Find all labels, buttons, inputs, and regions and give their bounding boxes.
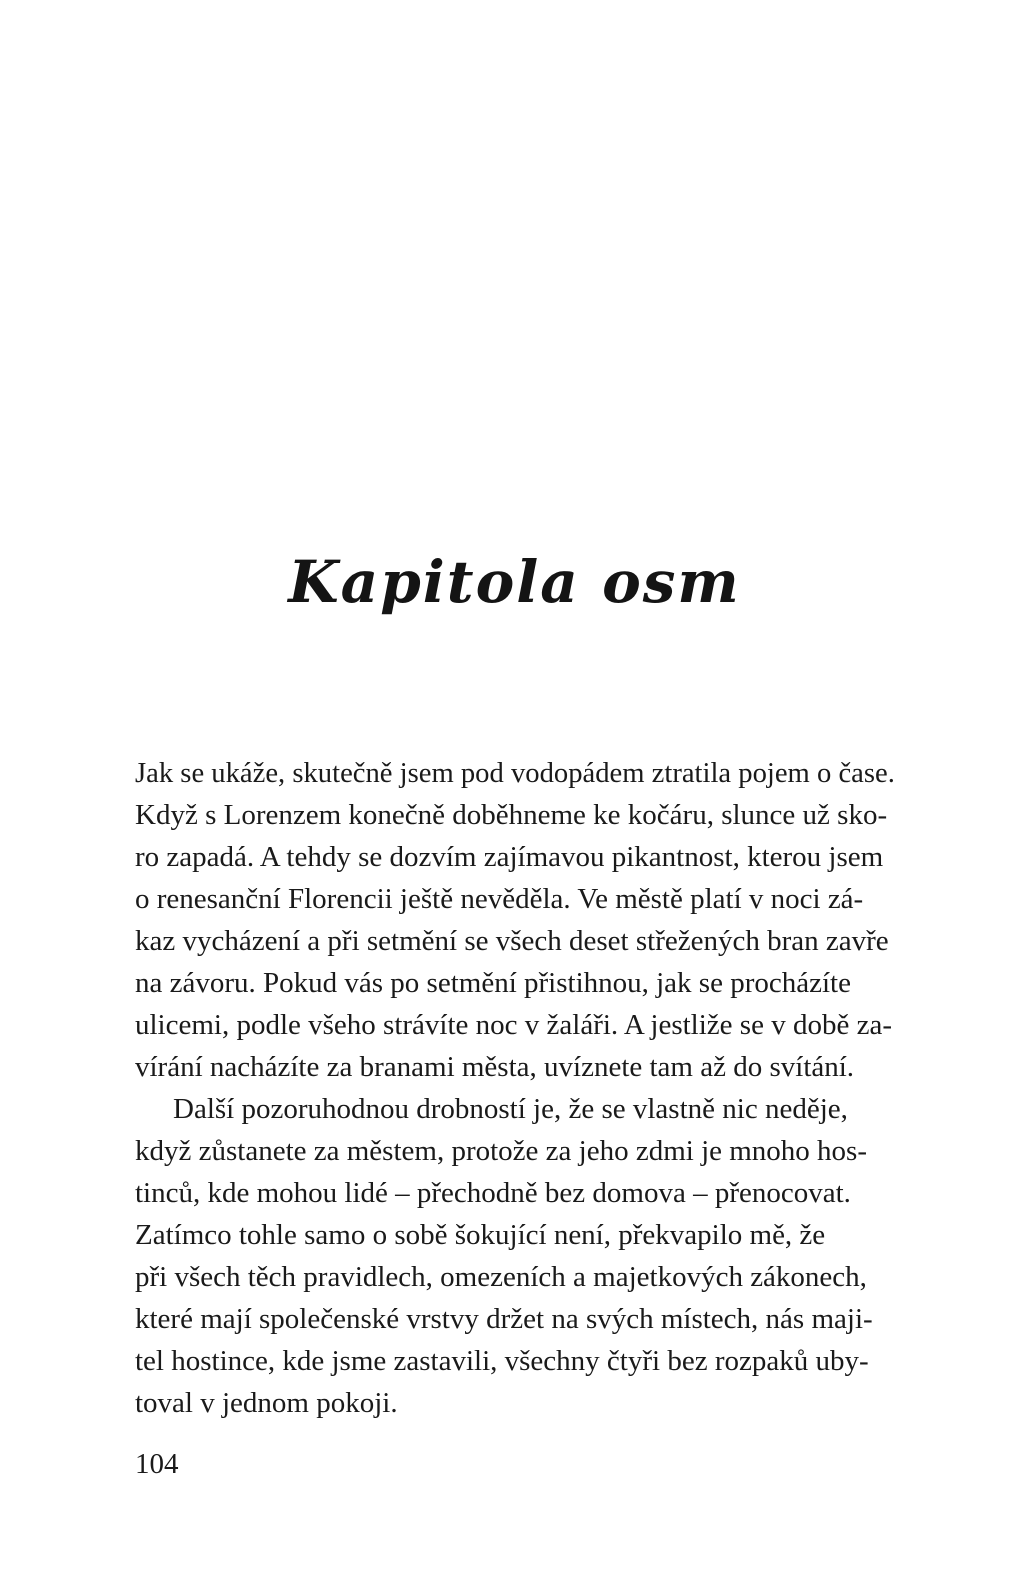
- text-line: které mají společenské vrstvy držet na svých místech, nás maji-: [135, 1303, 873, 1335]
- text-line: tel hostince, kde jsme zastavili, všechny čtyři bez rozpaků uby-: [135, 1345, 869, 1377]
- text-line: Když s Lorenzem konečně doběhneme ke kočáru, slunce už sko-: [135, 799, 888, 831]
- text-line: o renesanční Florencii ještě nevěděla. Ve městě platí v noci zá-: [135, 883, 864, 915]
- text-line: při všech těch pravidlech, omezeních a majetkových zákonech,: [135, 1261, 867, 1293]
- text-line: ro zapadá. A tehdy se dozvím zajímavou pikantnost, kterou jsem: [135, 841, 884, 873]
- text-line: kaz vycházení a při setmění se všech deset střežených bran zavře: [135, 925, 889, 957]
- paragraph: [135, 752, 895, 1088]
- chapter-heading: Kapitola osm: [288, 548, 741, 616]
- text-line: na závoru. Pokud vás po setmění přistihnou, jak se procházíte: [135, 967, 851, 999]
- body-text: [135, 752, 895, 1424]
- text-line: Zatímco tohle samo o sobě šokující není, překvapilo mě, že: [135, 1219, 826, 1251]
- text-line: toval v jednom pokoji.: [135, 1387, 398, 1419]
- text-line: když zůstanete za městem, protože za jeho zdmi je mnoho hos-: [135, 1135, 867, 1167]
- text-line: Jak se ukáže, skutečně jsem pod vodopádem ztratila pojem o čase.: [135, 757, 895, 789]
- page-number: 104: [135, 1448, 179, 1480]
- text-line: Další pozoruhodnou drobností je, že se vlastně nic neděje,: [173, 1093, 848, 1125]
- paragraph: [135, 1088, 895, 1424]
- text-line: ulicemi, podle všeho strávíte noc v žaláři. A jestliže se v době za-: [135, 1009, 892, 1041]
- text-line: tinců, kde mohou lidé – přechodně bez domova – přenocovat.: [135, 1177, 851, 1209]
- text-line: vírání nacházíte za branami města, uvíznete tam až do svítání.: [135, 1051, 855, 1083]
